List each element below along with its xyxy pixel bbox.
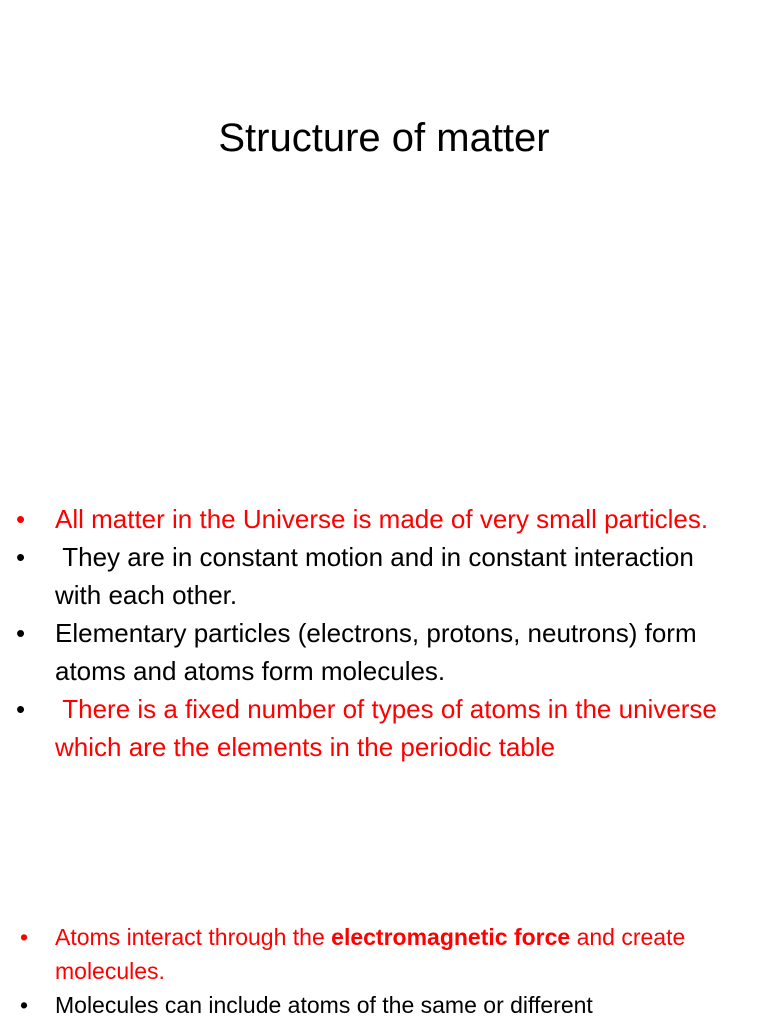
- bullet-marker-icon: •: [16, 694, 26, 724]
- bullet-marker-icon: •: [16, 504, 26, 534]
- bullet-item: [0, 538, 768, 614]
- slide-title: Structure of matter: [218, 116, 550, 160]
- bullet-marker-icon: •: [20, 924, 29, 950]
- bullet-text-emphasis: electromagnetic force: [331, 924, 571, 950]
- bullet-text: Molecules can include atoms of the same or different: [55, 992, 593, 1018]
- bullet-text-lead: Atoms interact through the: [55, 924, 332, 950]
- bullet-text: They are in constant motion and in constant interaction with each other.: [55, 542, 702, 610]
- bullet-text: Elementary particles (electrons, protons, neutrons) form atoms and atoms form molecules.: [55, 618, 697, 686]
- bullet-item: [0, 920, 768, 988]
- bullet-item: [0, 988, 768, 1022]
- bullet-text: All matter in the Universe is made of very small particles.: [55, 504, 709, 534]
- bullet-item: [0, 690, 768, 766]
- main-bullet-list: [0, 500, 768, 766]
- bullet-marker-icon: •: [16, 542, 26, 572]
- bullet-item: [0, 614, 768, 690]
- bullet-text-tail: and create molecules.: [55, 924, 692, 984]
- bullet-marker-icon: •: [20, 992, 29, 1018]
- bullet-text: There is a fixed number of types of atoms in the universe which are the elements in the periodic table: [55, 694, 725, 762]
- bullet-item: [0, 500, 768, 538]
- secondary-bullet-list: [0, 920, 768, 1022]
- bullet-marker-icon: •: [16, 618, 26, 648]
